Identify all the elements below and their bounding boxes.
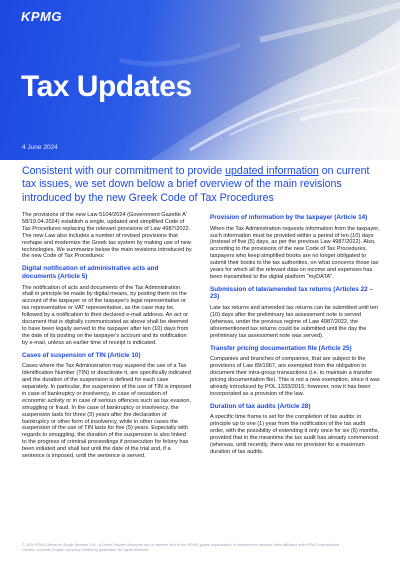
publication-date: 4 June 2024 [22,144,58,151]
updated-information-link[interactable]: updated information [225,165,319,177]
section-paragraph: A specific time frame is set for the completion of tax audits: in principle up to one (1) year from the notification of the tax audit order, with the possibility of extending it only once for six (6) months, provided that in the meantime the tax audit has already commenced (whereas, until recently, there was no provision for a maximum duration of tax audits. [210,414,380,455]
section-paragraph: Cases where the Tax Administration may suspend the use of a Tax Identification Number (TIN) or deactivate it, are specifically indicated and the duration of the suspension is defined for each case separately. In particular, the suspension of the use of TIN is imposed in case of bankruptcy or insolvency, in case of cessation of economic activity or in case of serious offences such as tax evasion, smuggling or fraud. In the case of bankruptcy or insolvency, the suspension lasts for three (3) years after the declaration of bankruptcy or other form of insolvency, while in other cases the suspension of the use of TIN lasts for five (5) years. Especially with regards to smuggling, the duration of the suspension is also linked to the progress of criminal proceedings if prosecution for felony has been initiated and shall last until the date of the trial and, if a sentence is imposed, until the sentence is served. [22,363,192,460]
lead-text-end: on current tax issues, we set down below a brief overview of the main revisions introduced by the new Greek Code of Tax Procedures [22,165,370,204]
page-title: Tax Updates [21,70,192,103]
intro-paragraph: The provisions of the new Law 5104/2024 (Government Gazette A' 58/19.04.2024) establish a single, updated and simplified Code of Tax Procedures replacing the relevant provisions of Law 4987/2022. The new Law also includes a number of revised provisions that reshape and modernize the Greek tax system by making use of new technologies. We summarize below the main revisions introduced by the new Code of Tax Procedures: [22,212,192,260]
section-heading: Duration of tax audits (Article 28) [210,402,311,410]
lead-paragraph [22,165,382,205]
copyright-footer: © 2024 KPMG Advisors Single Member S.A., a Greek Societe Anonyme and a member firm of the KPMG global organization of independent member firms affiliated with KPMG International Limited, a private English company limited by guarantee. All rights reserved. [22,543,340,552]
section-paragraph: When the Tax Administration requests information from the taxpayer, such information must be provided within a period of ten (10) days (instead of five (5) days, as per the previous Law 4987/2022). Also, according to the provisions of the new Code of Tax Procedures, taxpayers who keep simplified books are no longer obligated to submit their books to the tax authorities, on what concerns those tax years for which all the relevant data on income and expenses has been transmitted to the digital platform "myDATA". [210,225,380,280]
right-column [210,212,380,461]
section-heading: Digital notification of administrative acts and documents (Article 5) [22,265,159,280]
header-banner [0,0,400,160]
kpmg-logo: KPMG [21,9,62,24]
section-paragraph: Late tax returns and amended tax returns can be submitted until ten (10) days after the preliminary tax assessment note is served (whereas, under the previous regime of Law 4987/2022, the aforementioned tax returns could be submitted until the day the preliminary tax assessment note was served). [210,305,378,339]
left-column [22,212,192,465]
section-heading: Submission of late/amended tax returns (Articles 22 – 23) [210,285,374,301]
lead-text-start: Consistent with our commitment to provide [22,165,226,177]
section-heading: Transfer pricing documentation file (Article 25) [210,344,352,352]
section-paragraph: Companies and branches of companies, that are subject to the provisions of Law 89/1967, are exempted from the obligation to document their intra-group transactions (i.e. to maintain a transfer pricing documentation file). This is not a new exemption, since it was already introduced by POL.1333/2015; however, now it has been incorporated as a provision of the law. [210,356,380,397]
section-heading: Provision of information by the taxpayer (Article 14) [210,214,368,221]
section-paragraph: The notification of acts and documents of the Tax Administration shall in principle be made by digital means, by posting them on the account of the taxpayer or of the taxpayer's legal representative or tax representative or VAT representative, as the case may be, followed by a notification to their declared e-mail address. An act or document that is digitally communicated as above shall be deemed to have been legally served to the taxpayer after ten (10) days from the date of its posting on the taxpayer's account and its notification by e-mail, unless an earlier time of receipt is indicated. [22,284,189,346]
section-heading: Cases of suspension of TIN (Article 10) [22,351,141,359]
